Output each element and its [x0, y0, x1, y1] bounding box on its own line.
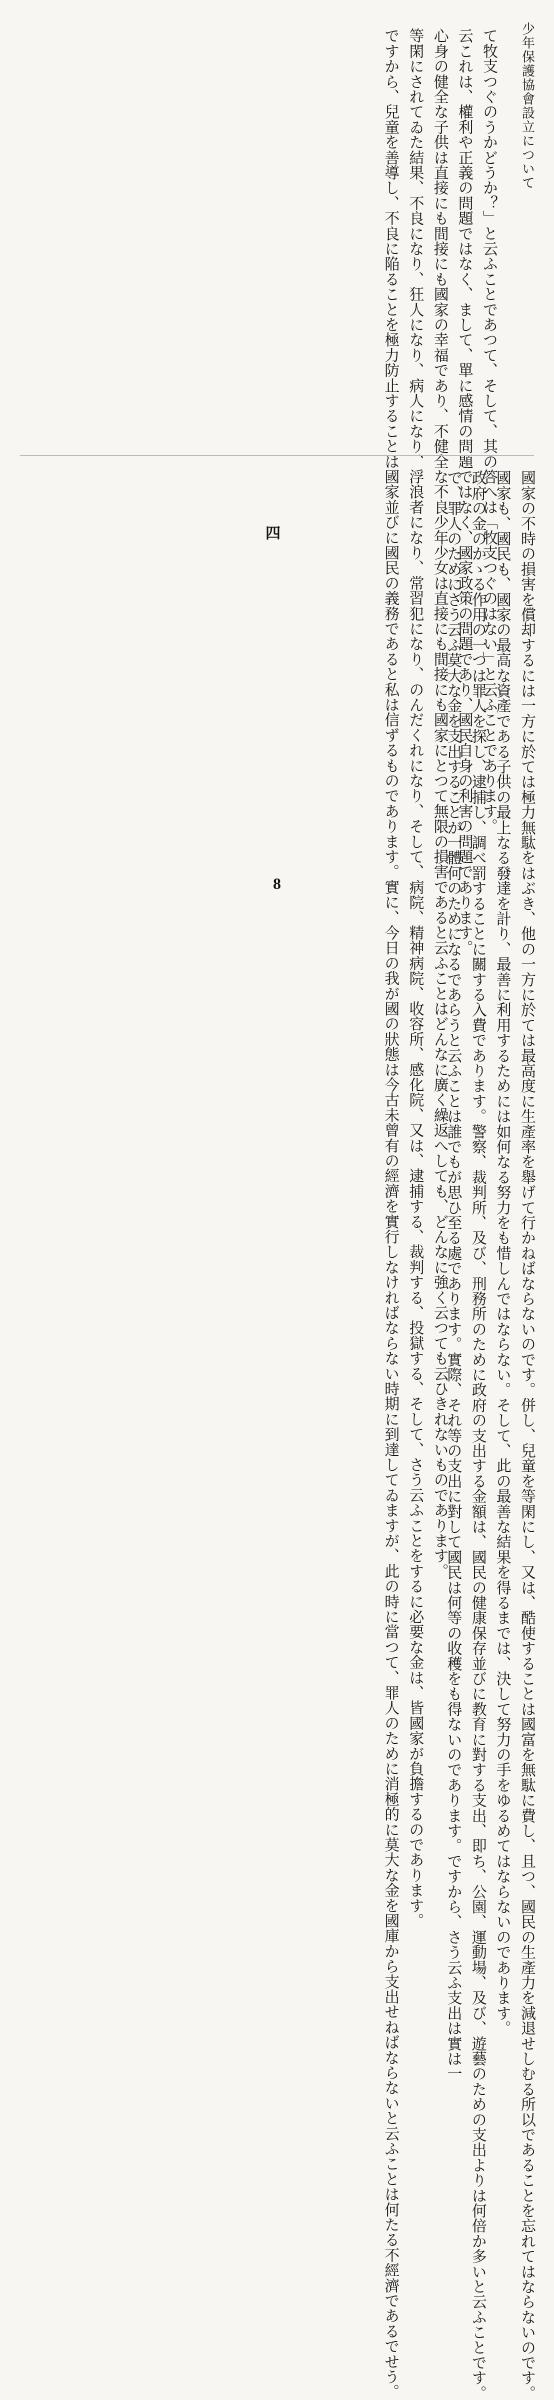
paragraph: 國家の不時の損害を償却するには一方に於ては極力無駄をはぶき、他の一方に於ては最高度に生產率を舉げて行かねばならないのです。併し、兒童を等閑にし、又は、酷使することは國富を無駄に費し、且つ、國民の生產力を減退せしむる所以であることを忘れてはならないのです。	[519, 470, 537, 2400]
paragraph: 心身の健全な子供は直接にも間接にも國家の幸福であり、不健全な不良少年少女は直接にも間接にも國家にとつて無限の損害であると云ふことはどんなに廣く繰返へしても、どんなに強く云つても云ひきれないものであります。	[431, 28, 450, 1579]
paragraph: 政府の金のかゝる作用の一つは罪人を探し、逮捕し、調べ罰することに關する入費であります。警察、裁判所、及び、刑務所のために政府の支出する金額は、國民の健康保存並びに教育に對する支出、即ち、公園、運動場、及び、遊藝のための支出よりは何倍か多いと云ふことです。	[469, 470, 488, 2400]
paragraph: 國家も、國民も、國家の最高な資產である子供の最上なる發達を計り、最善に利用するためには如何なる努力をも惜しんではならない。そして、此の最善な結果を得るまでは、決して努力の手をゆるめてはならないのであります。	[494, 470, 513, 2036]
paragraph: ですから、兒童を善導し、不良に陥ることを極力防止することは國家並びに國民の義務であると私は信ずるものであります。實に、今日の我が國の狀態は今古未曾有の經濟を實行しなければならない時期に到達してゐますが、此の時に當つて、罪人のために消極的に莫大な金を國庫から支出せねばならないと云ふことは何たる不經濟であるでせう。	[382, 28, 401, 2400]
column-divider	[20, 455, 534, 456]
paragraph: て牧支つぐのうかどうか？」と云ふことであつて、そして、其の答へは「牧支つぐのはない」と云ふことであります。	[481, 28, 499, 834]
paragraph: 云これは、權利や正義の問題ではなく、まして、單に感情の問題ではなく、國家政策の問題であり、國民自身の利害の問題であります。	[456, 28, 475, 956]
paragraph: 等閑にされてゐた結果、不良になり、狂人になり、病人になり、浮浪者になり、常習犯になり、のんだくれになり、そして、病院、精神病院、收容所、感化院、又は、逮捕する、裁判する、投獄する、そして、さう云ふことをするに必要な金は、皆國家が負擔するのであります。	[407, 28, 426, 1928]
page-number: 8	[273, 876, 281, 893]
section-number: 四	[265, 524, 281, 542]
page-header-title: 少年保護協會設立について	[519, 22, 534, 190]
paragraph: で、罪人のためにさう云ふ莫大な金を支出することが一體何のためになるであらうと云ふことは誰でもが思ひ至る處であります。實際、それ等の支出に對して國民は何等の收穫をも得ないのであります。ですから、さう云ふ支出は實は一	[445, 470, 464, 2082]
